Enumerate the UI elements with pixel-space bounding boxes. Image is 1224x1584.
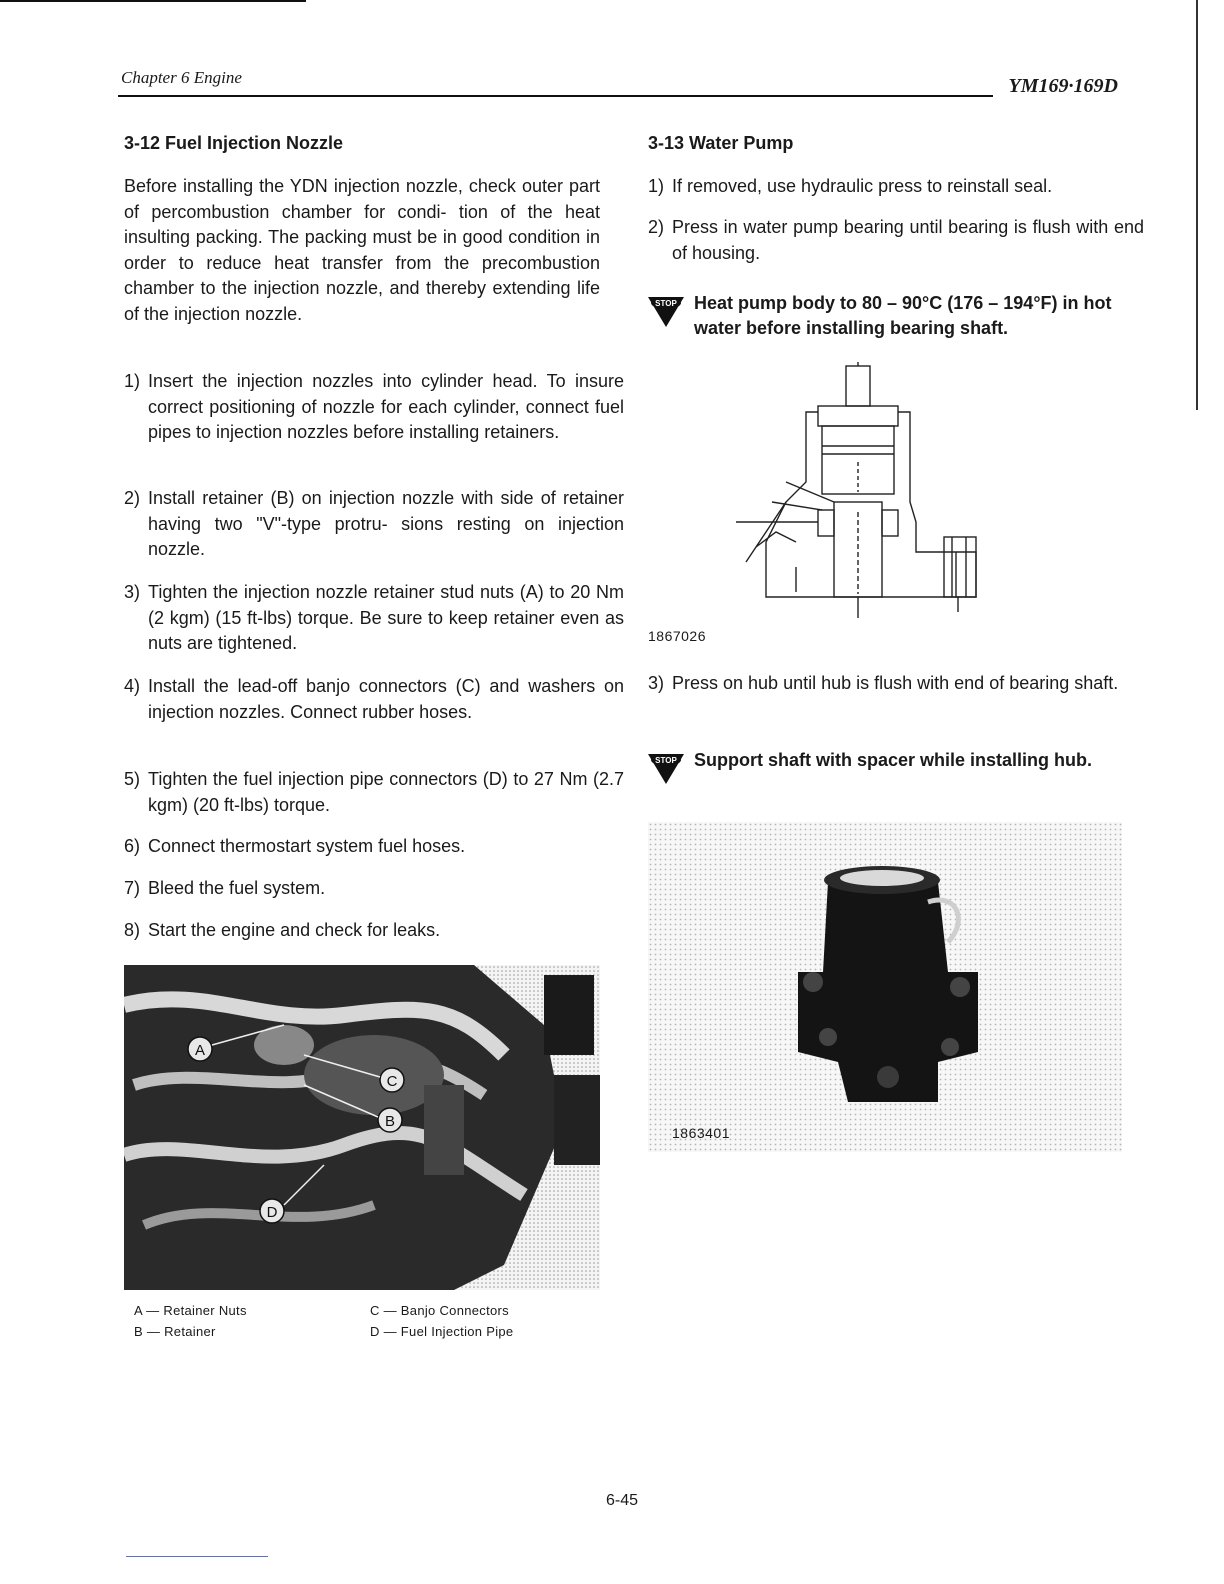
chapter-title: Chapter 6 Engine [121, 68, 242, 87]
warning-text: Support shaft with spacer while installing hub. [694, 750, 1093, 770]
stop-warning-icon [648, 293, 688, 327]
page-number: 6-45 [606, 1492, 639, 1509]
step-text: Tighten the injection nozzle retainer stud nuts (A) to 20 Nm (2 kgm) (15 ft-lbs) torque. Be sure to keep retainer even as nuts are tightened. [148, 582, 624, 653]
step-number: 5) [124, 769, 141, 789]
stop-warning-icon [648, 750, 688, 784]
step-1 [124, 369, 624, 446]
scan-edge-line [1196, 0, 1198, 410]
callout-a: A [194, 1042, 206, 1059]
step-6 [124, 834, 624, 860]
step-number: 3) [648, 673, 665, 693]
step-7 [124, 876, 624, 902]
stop-label: STOP [655, 299, 677, 308]
caption-c: C — Banjo Connectors [370, 1303, 509, 1318]
water-pump-photo [648, 822, 1122, 1152]
step-number: 1) [124, 371, 141, 391]
figure-number-1867026: 1867026 [648, 628, 707, 644]
callout-d: D [266, 1204, 278, 1221]
step-number: 6) [124, 836, 141, 856]
pump-step-3 [648, 671, 1144, 697]
step-text: Tighten the fuel injection pipe connectors (D) to 27 Nm (2.7 kgm) (20 ft-lbs) torque. [148, 769, 624, 815]
step-text: Bleed the fuel system. [148, 878, 326, 898]
section-heading-water-pump: 3-13 Water Pump [648, 133, 794, 153]
step-text: Connect thermostart system fuel hoses. [148, 836, 466, 856]
water-pump-section-diagram [726, 362, 980, 620]
step-3 [124, 580, 624, 657]
step-number: 7) [124, 878, 141, 898]
caption-a: A — Retainer Nuts [134, 1303, 247, 1318]
step-number: 2) [648, 217, 665, 237]
warning-heat-pump [648, 291, 1120, 341]
step-text: Press on hub until hub is flush with end of bearing shaft. [672, 673, 1119, 693]
step-number: 2) [124, 488, 141, 508]
intro-paragraph: Before installing the YDN injection nozzle, check outer part of percombustion chamber for condi- tion of the heat insulting packing. The packing must be in good condition in order to reduce heat transfer from the precombustion chamber to the injection nozzle, and thereby extending life of the injection nozzle. [124, 176, 600, 324]
pump-step-2 [648, 215, 1144, 266]
callout-b: B [384, 1113, 396, 1130]
step-2 [124, 486, 624, 563]
step-number: 4) [124, 676, 141, 696]
step-text: Insert the injection nozzles into cylinder head. To insure correct positioning of nozzle for each cylinder, connect fuel pipes to injection nozzles before installing retainers. [148, 371, 624, 442]
step-text: If removed, use hydraulic press to reinstall seal. [672, 176, 1053, 196]
caption-d: D — Fuel Injection Pipe [370, 1324, 514, 1339]
step-4 [124, 674, 624, 725]
header-rule [118, 95, 993, 97]
pump-step-1 [648, 174, 1144, 200]
step-text: Press in water pump bearing until bearing is flush with end of housing. [672, 217, 1144, 263]
warning-support-shaft [648, 748, 1120, 773]
callout-c: C [386, 1073, 398, 1090]
step-number: 8) [124, 920, 141, 940]
step-text: Install the lead-off banjo connectors (C) and washers on injection nozzles. Connect rubber hoses. [148, 676, 624, 722]
warning-text: Heat pump body to 80 – 90°C (176 – 194°F) in hot water before installing bearing shaft. [694, 293, 1112, 338]
stop-label: STOP [655, 756, 677, 765]
step-number: 3) [124, 582, 141, 602]
step-number: 1) [648, 176, 665, 196]
figure-number-1863401: 1863401 [672, 1125, 731, 1141]
top-edge-rule [0, 0, 306, 2]
step-8 [124, 918, 624, 944]
step-5 [124, 767, 624, 818]
model-number: YM169·169D [1008, 75, 1118, 97]
step-text: Start the engine and check for leaks. [148, 920, 441, 940]
caption-b: B — Retainer [134, 1324, 216, 1339]
engine-nozzle-photo [124, 965, 600, 1290]
section-heading-fuel-injection-nozzle: 3-12 Fuel Injection Nozzle [124, 133, 344, 153]
bottom-edge-rule [126, 1556, 268, 1557]
step-text: Install retainer (B) on injection nozzle with side of retainer having two "V"-type protru- sions resting on injection nozzle. [148, 488, 624, 559]
